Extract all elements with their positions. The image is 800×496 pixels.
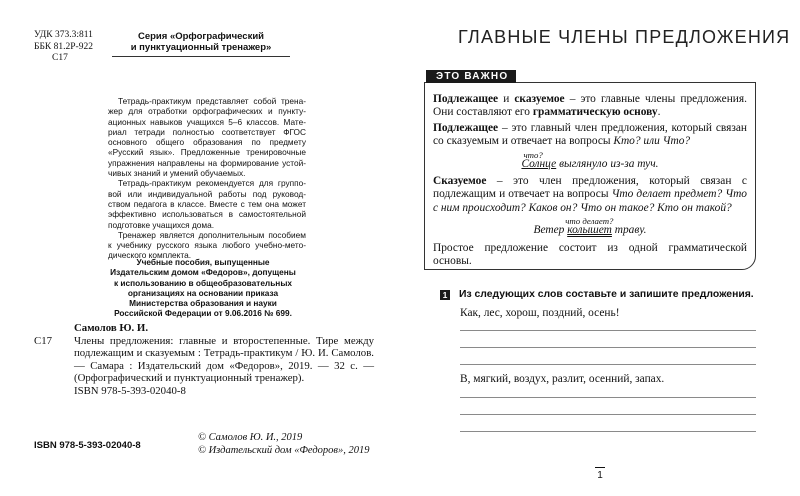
important-tag: ЭТО ВАЖНО: [426, 70, 516, 83]
annotation-paragraph: Тетрадь-практикум рекомендуется для групповой или индивидуальной работы под руководством педагога в классе. Вместе с тем она может эффективно использоваться в самостоятельной подготовке учащихся дома.: [108, 178, 306, 230]
word-set-1: Как, лес, хорош, поздний, осень!: [460, 307, 620, 319]
isbn-bottom: ISBN 978-5-393-02040-8: [34, 440, 141, 451]
udk-code: УДК 373.3:811: [34, 30, 93, 40]
answer-line[interactable]: [460, 414, 756, 415]
page-number-bar: [595, 467, 605, 468]
rule-paragraph-4: Простое предложение состоит из одной грамматической основы.: [433, 241, 747, 268]
subject-word: Солнце: [521, 157, 557, 170]
rule-box: [424, 82, 756, 270]
author-name: Самолов Ю. И.: [74, 322, 149, 334]
exercise-number: 1: [440, 290, 450, 300]
rule-paragraph-3: Сказуемое – это член предложения, который связан с подлежащим и отвечает на вопросы Что делает предмет? Что с ним происходит? Каков он? Что он такое? Кто он такой?: [433, 175, 747, 214]
word-set-2: В, мягкий, воздух, разлит, осенний, запах.: [460, 373, 665, 385]
page-number: 1: [597, 470, 603, 481]
copyright: [198, 432, 369, 457]
rule-paragraph-2: Подлежащее – это главный член предложения, который связан со сказуемым и отвечает на вопросы Кто? или Что?: [433, 121, 747, 148]
exercise-instruction: Из следующих слов составьте и запишите предложения.: [459, 289, 754, 300]
bibliographic-record: [34, 322, 374, 397]
answer-line[interactable]: [460, 330, 756, 331]
answer-line[interactable]: [460, 364, 756, 365]
answer-line[interactable]: [460, 431, 756, 432]
annotation: [108, 96, 306, 261]
predicate-word: колышет: [567, 224, 612, 237]
bbk-code: ББК 81.2Р-922: [34, 41, 93, 52]
series-title: Серия «Орфографический и пунктуационный тренажер»: [112, 31, 290, 57]
classification-codes: [34, 30, 93, 65]
bib-description: Члены предложения: главные и второстепенные. Тире между подлежащим и сказуемым : Тетрадь-практикум / Ю. И. Самолов. — Самара : Издательский дом «Федоров», 2019. — 32 с. — (Орфографический и пунктуационный тренажер).: [74, 334, 374, 384]
page-title: ГЛАВНЫЕ ЧЛЕНЫ ПРЕДЛОЖЕНИЯ: [458, 27, 791, 47]
rule-paragraph-1: Подлежащее и сказуемое – это главные члены предложения. Они составляют его грамматическую основу.: [433, 93, 747, 119]
annotation-paragraph: Тренажер является дополнительным пособием к учебнику русского языка любого учебно-методического комплекта.: [108, 229, 306, 261]
bib-isbn: ISBN 978-5-393-02040-8: [74, 384, 186, 397]
right-page: [400, 0, 800, 496]
answer-line[interactable]: [460, 397, 756, 398]
example-predicate: Ветер что делает? колышет траву.: [533, 216, 647, 237]
question-label: что делает?: [565, 216, 614, 227]
example-subject: что? Солнце выглянуло из-за туч.: [521, 149, 659, 170]
bib-author-mark: С17: [34, 334, 52, 347]
answer-line[interactable]: [460, 347, 756, 348]
annotation-paragraph: Тетрадь-практикум представляет собой тренажер для отработки орфографических и пунктуационных навыков учащихся 5–6 классов. Материал тетради полностью соответствует ФГОС основного общего образования по предмету «Русский язык». Предложенные тренировочные упражнения направлены на формирование устойчивых знаний и умений обучаемых.: [108, 96, 306, 179]
author-mark: С17: [52, 53, 68, 63]
copyright-publisher: © Издательский дом «Федоров», 2019: [198, 444, 370, 456]
approval-note: Учебные пособия, выпущенные Издательским домом «Федоров», допущены к использованию в общеобразовательных организациях на основании приказа Министерства образования и науки Российской Федерации от 9.06.2016 № 699.: [110, 257, 296, 319]
exercise-header: [440, 289, 754, 300]
copyright-author: © Самолов Ю. И., 2019: [198, 432, 303, 443]
question-label: что?: [523, 149, 543, 160]
